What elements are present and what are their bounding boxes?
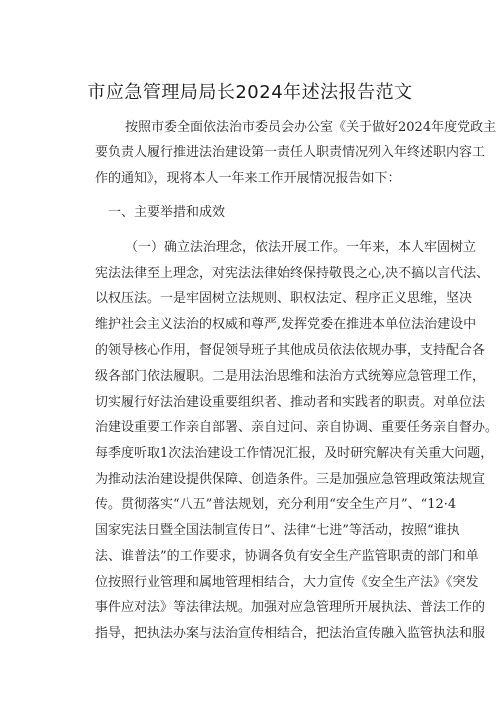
body-line: 法、谁普法”的工作要求，协调各负有安全生产监管职责的部门和单: [95, 549, 479, 564]
intro-line-3: 作的通知》，现将本人一年来工作开展情况报告如下：: [95, 171, 401, 186]
body-line: 事件应对法》等法律法规。加强对应急管理所开展执法、普法工作的: [95, 600, 486, 615]
body-line: 维护社会主义法治的权威和尊严,发挥党委在推进本单位法治建设中: [95, 317, 477, 332]
body-line: 为推动法治建设提供保障、创造条件。三是加强应急管理政策法规宣: [95, 472, 486, 487]
body-line: （一）确立法治理念，依法开展工作。一年来，本人牢固树立: [125, 240, 477, 255]
intro-line-1: 按照市委全面依法治市委员会办公室《关于做好2024年度党政主: [125, 120, 497, 135]
body-line: 传。贯彻落实“八五”普法规划，充分利用“安全生产月”、“12·4: [95, 497, 457, 512]
body-line: 宪法法律至上理念，对宪法法律始终保持敬畏之心,决不搞以言代法、: [95, 266, 490, 281]
body-line: 指导，把执法办案与法治宣传相结合，把法治宣传融入监管执法和服: [95, 626, 486, 641]
document-title: 市应急管理局局长2024年述法报告范文: [87, 82, 413, 103]
body-line: 的领导核心作用，督促领导班子其他成员依法依规办事，支持配合各: [95, 343, 486, 358]
body-line: 位按照行业管理和属地管理相结合，大力宣传《安全生产法》《突发: [95, 575, 479, 590]
body-line: 级各部门依法履职。二是用法治思维和法治方式统筹应急管理工作，: [95, 369, 486, 384]
body-line: 治建设重要工作亲自部署、亲自过问、亲自协调、重要任务亲自督办。: [95, 420, 499, 435]
intro-line-2: 要负责人履行推进法治建设第一责任人职责情况列入年终述职内容工: [95, 145, 486, 160]
body-line: 切实履行好法治建设重要组织者、推动者和实践者的职责。对单位法: [95, 395, 486, 410]
section-heading: 一、主要举措和成效: [108, 205, 226, 220]
body-line: 每季度听取1次法治建设工作情况汇报，及时研究解决有关重大问题，: [95, 446, 494, 461]
body-line: 以权压法。一是牢固树立法规则、职权法定、程序正义思维，坚决: [95, 291, 473, 306]
body-line: 国家宪法日暨全国法制宣传日”、法律“七进”等活动，按照“谁执: [95, 523, 460, 538]
